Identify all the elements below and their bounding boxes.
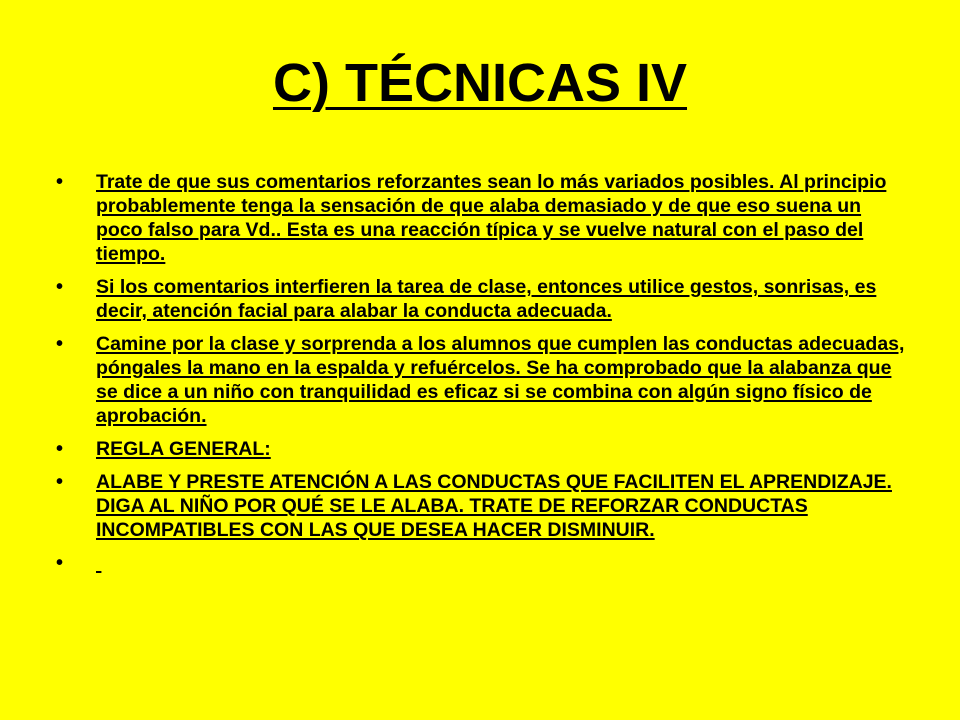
bullet-marker: • [56, 438, 64, 460]
bullet-marker: • [56, 471, 64, 493]
bullet-item-empty [56, 551, 906, 575]
bullet-list [56, 170, 906, 584]
bullet-text: Camine por la clase y sorprenda a los alumnos que cumplen las conductas adecuadas, póngales la mano en la espalda y refuércelos. Se ha comprobado que la alabanza que se dice a un niño con tranquilidad es eficaz si se combina con algún signo físico de aprobación. [96, 333, 905, 427]
bullet-marker: • [56, 171, 64, 193]
slide-title: C) TÉCNICAS IV [272, 53, 688, 113]
bullet-marker: • [56, 552, 64, 574]
bullet-item [56, 170, 906, 266]
bullet-marker: • [56, 276, 64, 298]
bullet-item [56, 275, 906, 323]
bullet-text-rule-heading: REGLA GENERAL: [96, 438, 271, 460]
bullet-item [56, 332, 906, 428]
bullet-text-rule: ALABE Y PRESTE ATENCIÓN A LAS CONDUCTAS QUE FACILITEN EL APRENDIZAJE. DIGA AL NIÑO POR QUÉ SE LE ALABA. TRATE DE REFORZAR CONDUCTAS INCOMPATIBLES CON LAS QUE DESEA HACER DISMINUIR. [96, 471, 892, 541]
bullet-text-empty [96, 551, 906, 575]
bullet-item [56, 437, 906, 461]
bullet-text: Si los comentarios interfieren la tarea de clase, entonces utilice gestos, sonrisas, es decir, atención facial para alabar la conducta adecuada. [96, 276, 877, 322]
bullet-item [56, 470, 906, 542]
bullet-marker: • [56, 333, 64, 355]
bullet-text: Trate de que sus comentarios reforzantes sean lo más variados posibles. Al principio probablemente tenga la sensación de que alaba demasiado y de que eso suena un poco falso para Vd.. Esta es una reacción típica y se vuelve natural con el paso del tiempo. [96, 171, 887, 265]
